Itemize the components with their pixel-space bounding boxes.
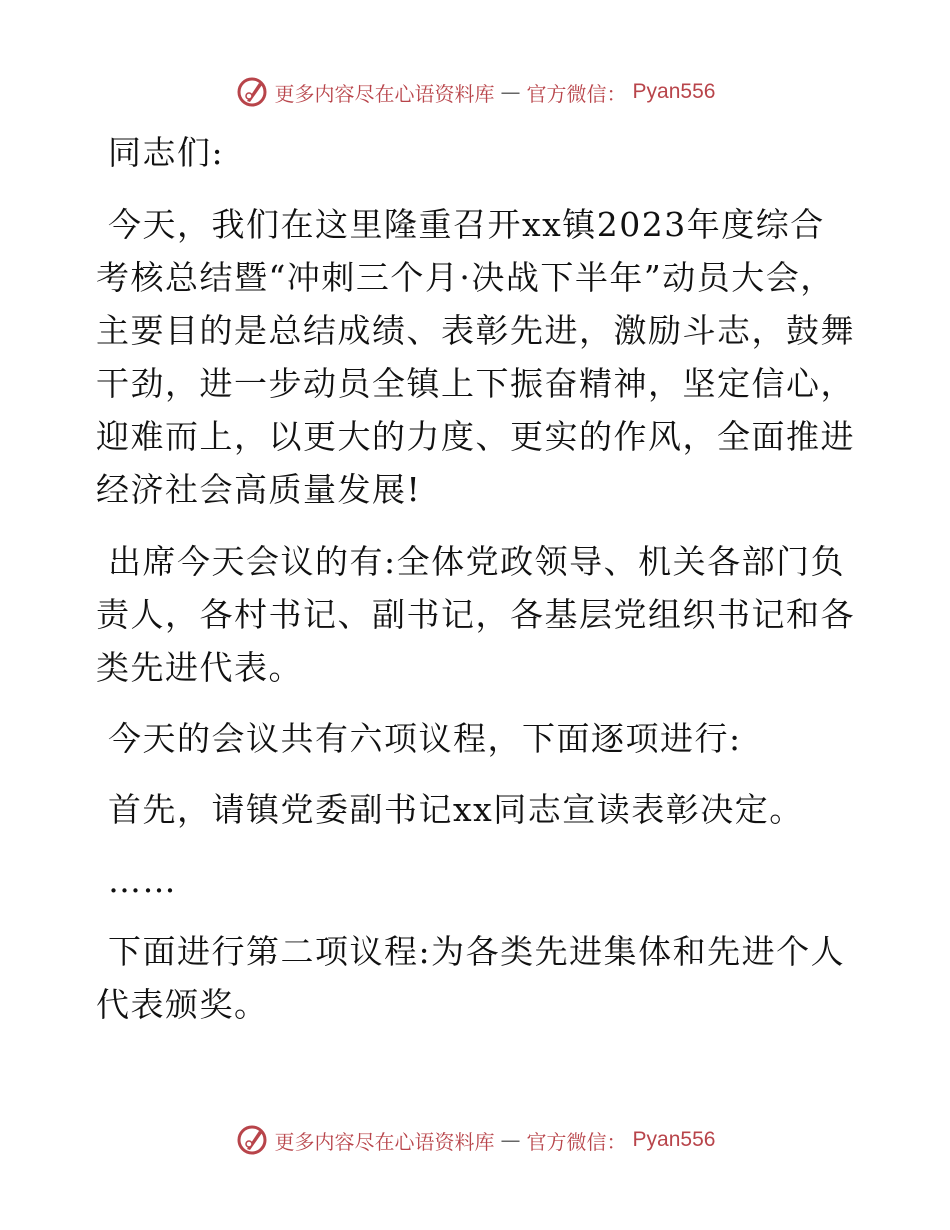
document-body bbox=[96, 126, 856, 1031]
watermark-wechat-label: 官方微信： bbox=[526, 1129, 627, 1154]
quill-pen-circle-icon bbox=[235, 75, 269, 109]
watermark-separator: — bbox=[500, 1128, 521, 1152]
paragraph-second-item: 下面进行第二项议程:为各类先进集体和先进个人代表颁奖。 bbox=[96, 932, 846, 1024]
watermark-brand: 更多内容尽在心语资料库 bbox=[274, 81, 495, 106]
salutation: 同志们: bbox=[108, 133, 225, 172]
paragraph-ellipsis: …… bbox=[108, 861, 177, 900]
watermark-brand: 更多内容尽在心语资料库 bbox=[274, 1129, 495, 1154]
paragraph-agenda: 今天的会议共有六项议程，下面逐项进行: bbox=[108, 719, 742, 758]
paragraph-first-item: 首先，请镇党委副书记xx同志宣读表彰决定。 bbox=[108, 790, 804, 829]
paragraph-attendees: 出席今天会议的有:全体党政领导、机关各部门负责人，各村书记、副书记，各基层党组织书记和各类先进代表。 bbox=[96, 542, 855, 687]
header-watermark bbox=[0, 72, 950, 112]
quill-pen-circle-icon bbox=[235, 1123, 269, 1157]
watermark-wechat-id: Pyan556 bbox=[632, 80, 716, 103]
watermark-separator: — bbox=[500, 80, 521, 104]
watermark-wechat-label: 官方微信： bbox=[526, 81, 627, 106]
paragraph-opening: 今天，我们在这里隆重召开xx镇2023年度综合考核总结暨“冲刺三个月·决战下半年”动员大会，主要目的是总结成绩、表彰先进，激励斗志，鼓舞干劲，进一步动员全镇上下振奋精神，坚定信心，迎难而上，以更大的力度、更实的作风，全面推进经济社会高质量发展! bbox=[96, 205, 855, 509]
watermark-wechat-id: Pyan556 bbox=[632, 1128, 716, 1151]
footer-watermark bbox=[0, 1120, 950, 1160]
